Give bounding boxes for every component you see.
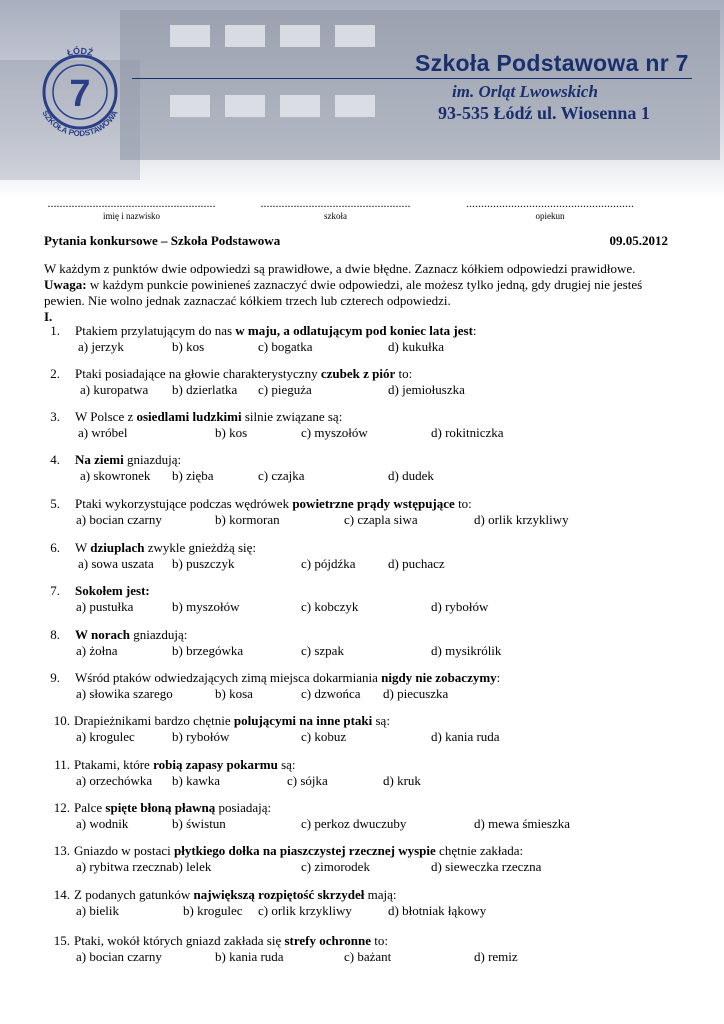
logo-number: 7 [69, 73, 91, 115]
answer-option[interactable]: b) zięba [172, 468, 214, 483]
answer-option[interactable]: c) dzwońca [301, 686, 361, 701]
answer-option[interactable]: d) piecuszka [383, 686, 449, 701]
question-number: 3. [50, 409, 60, 424]
answer-option[interactable]: b) kawka [172, 773, 221, 788]
answer-option[interactable]: d) orlik krzykliwy [474, 512, 569, 527]
divider [132, 78, 692, 79]
question-text: W norach gniazdują: [75, 627, 188, 642]
answer-option[interactable]: d) rokitniczka [431, 425, 504, 440]
answer-option[interactable]: a) rybitwa rzeczna [76, 859, 172, 874]
answer-option[interactable]: b) kos [215, 425, 248, 440]
answer-option[interactable]: b) świstun [172, 816, 226, 831]
answer-option[interactable]: d) mysikrólik [431, 643, 502, 658]
signature-dots: ........................................................ [466, 196, 634, 210]
school-title: Szkoła Podstawowa nr 7 [415, 50, 689, 76]
answer-option[interactable]: a) kuropatwa [80, 382, 149, 397]
question-text: Na ziemi gniazdują: [75, 452, 182, 467]
answer-option[interactable]: c) zimorodek [301, 859, 370, 874]
answer-option[interactable]: a) wróbel [78, 425, 128, 440]
page-title-row [44, 233, 668, 249]
answer-option[interactable]: d) dudek [388, 468, 434, 483]
answer-option[interactable]: c) bażant [344, 949, 392, 964]
answer-option[interactable]: c) bogatka [258, 339, 313, 354]
question-number: 2. [50, 366, 60, 381]
answer-option[interactable]: d) błotniak łąkowy [388, 903, 487, 918]
section-heading: I. [44, 309, 53, 324]
page-date: 09.05.2012 [609, 233, 668, 248]
answer-option[interactable]: d) kruk [383, 773, 421, 788]
answer-option[interactable]: b) brzegówka [172, 643, 244, 658]
answer-option[interactable]: a) bocian czarny [76, 512, 162, 527]
answer-option[interactable]: c) pójdźka [301, 556, 356, 571]
signature-dots: .................................................. [260, 196, 411, 210]
answer-option[interactable]: b) krogulec [183, 903, 243, 918]
answer-option[interactable]: c) sójka [287, 773, 328, 788]
instructions-line: W każdym z punktów dwie odpowiedzi są prawidłowe, a dwie błędne. Zaznacz kółkiem odpowiedzi prawidłowe. [44, 261, 636, 276]
header-banner [0, 0, 724, 200]
answer-option[interactable]: c) kobczyk [301, 599, 359, 614]
signature-field-school[interactable] [258, 196, 413, 221]
signature-label: imię i nazwisko [103, 211, 160, 221]
answer-option[interactable]: d) remiz [474, 949, 518, 964]
answer-option[interactable]: b) kos [172, 339, 205, 354]
note-text: w każdym punkcie powinieneś zaznaczyć dwie odpowiedzi, ale możesz tylko jedną, gdy drugiej nie jesteś pewien. Nie wolno jednak zaznaczać kółkiem trzech lub czterech odpowiedzi. [44, 277, 643, 308]
answer-option[interactable]: c) czajka [258, 468, 305, 483]
answer-option[interactable]: a) orzechówka [76, 773, 153, 788]
answer-option[interactable]: a) jerzyk [78, 339, 124, 354]
question-text: W dziuplach zwykle gnieżdżą się: [75, 540, 257, 555]
question-number: 12. [53, 800, 70, 815]
signature-label: szkoła [324, 211, 347, 221]
answer-option[interactable]: c) perkoz dwuczuby [301, 816, 407, 831]
question-number: 14. [53, 887, 70, 902]
question-number: 1. [50, 323, 60, 338]
answer-option[interactable]: d) sieweczka rzeczna [431, 859, 542, 874]
logo-ring-top: ŁÓDŹ [65, 45, 95, 58]
answer-option[interactable]: a) słowika szarego [76, 686, 173, 701]
instructions [44, 261, 684, 309]
answer-option[interactable]: b) kosa [215, 686, 253, 701]
answer-option[interactable]: a) bocian czarny [76, 949, 162, 964]
answer-option[interactable]: d) rybołów [431, 599, 489, 614]
answer-option[interactable]: c) pieguża [258, 382, 312, 397]
logo-ring-bottom: SZKOŁA PODSTAWOWA [40, 108, 120, 139]
signature-dots: ........................................................ [47, 196, 216, 210]
question-text: Ptakiem przylatującym do nas w maju, a odlatującym pod koniec lata jest: [75, 323, 477, 338]
answer-option[interactable]: d) puchacz [388, 556, 445, 571]
question-text: Wśród ptaków odwiedzających zimą miejsca dokarmiania nigdy nie zobaczymy: [75, 670, 501, 685]
answer-option[interactable]: c) czapla siwa [344, 512, 418, 527]
question-number: 13. [53, 843, 70, 858]
question-text: Sokołem jest: [75, 583, 150, 598]
question-number: 5. [50, 496, 60, 511]
question-number: 11. [54, 757, 70, 772]
answer-option[interactable]: b) rybołów [172, 729, 230, 744]
instructions-note [44, 277, 684, 309]
question-number: 8. [50, 627, 60, 642]
school-name: im. Orląt Lwowskich [452, 82, 598, 101]
answer-option[interactable]: b) myszołów [172, 599, 240, 614]
answer-option[interactable]: a) pustułka [76, 599, 134, 614]
answer-option[interactable]: d) kania ruda [431, 729, 500, 744]
question-text: Ptaki posiadające na głowie charakterystyczny czubek z piór to: [75, 366, 413, 381]
question-text: W Polsce z osiedlami ludzkimi silnie związane są: [75, 409, 343, 424]
question-text: Ptaki wykorzystujące podczas wędrówek powietrzne prądy wstępujące to: [75, 496, 472, 511]
school-address: 93-535 Łódź ul. Wiosenna 1 [438, 103, 650, 123]
question-text: Ptakami, które robią zapasy pokarmu są: [74, 757, 296, 772]
note-label: Uwaga: [44, 277, 87, 292]
answer-option[interactable]: a) skowronek [80, 468, 151, 483]
answer-option[interactable]: c) myszołów [301, 425, 368, 440]
answer-option[interactable]: a) sowa uszata [78, 556, 154, 571]
answer-option[interactable]: a) wodnik [76, 816, 129, 831]
school-logo [30, 42, 130, 142]
answer-option[interactable]: c) szpak [301, 643, 344, 658]
signature-field-mentor[interactable] [462, 196, 638, 221]
question-number: 9. [50, 670, 60, 685]
question-text: Palce spięte błoną pławną posiadają: [74, 800, 272, 815]
answer-option[interactable]: a) bielik [76, 903, 119, 918]
page-title: Pytania konkursowe – Szkoła Podstawowa [44, 233, 281, 248]
answer-option[interactable]: b) puszczyk [172, 556, 235, 571]
question-number: 7. [50, 583, 60, 598]
answer-option[interactable]: b) kania ruda [215, 949, 284, 964]
question-text: Z podanych gatunków największą rozpiętość skrzydeł mają: [74, 887, 397, 902]
answer-option[interactable]: c) kobuz [301, 729, 347, 744]
answer-option[interactable]: b) dzierlatka [172, 382, 238, 397]
question-text: Gniazdo w postaci płytkiego dołka na piaszczystej rzecznej wyspie chętnie zakłada: [74, 843, 524, 858]
answer-option[interactable]: c) orlik krzykliwy [258, 903, 352, 918]
question-number: 6. [50, 540, 60, 555]
answer-option[interactable]: b) kormoran [215, 512, 280, 527]
answer-option[interactable]: b) lelek [172, 859, 212, 874]
question-number: 4. [50, 452, 60, 467]
answer-option[interactable]: a) krogulec [76, 729, 135, 744]
answer-option[interactable]: d) mewa śmieszka [474, 816, 571, 831]
question-text: Drapieżnikami bardzo chętnie polującymi na inne ptaki są: [74, 713, 390, 728]
question-number: 10. [53, 713, 70, 728]
answer-option[interactable]: d) kukułka [388, 339, 444, 354]
signature-field-name[interactable] [44, 196, 219, 221]
signature-label: opiekun [535, 211, 565, 221]
question-number: 15. [53, 933, 70, 948]
question-text: Ptaki, wokół których gniazd zakłada się strefy ochronne to: [74, 933, 389, 948]
answer-option[interactable]: d) jemiołuszka [388, 382, 465, 397]
answer-option[interactable]: a) żołna [76, 643, 118, 658]
